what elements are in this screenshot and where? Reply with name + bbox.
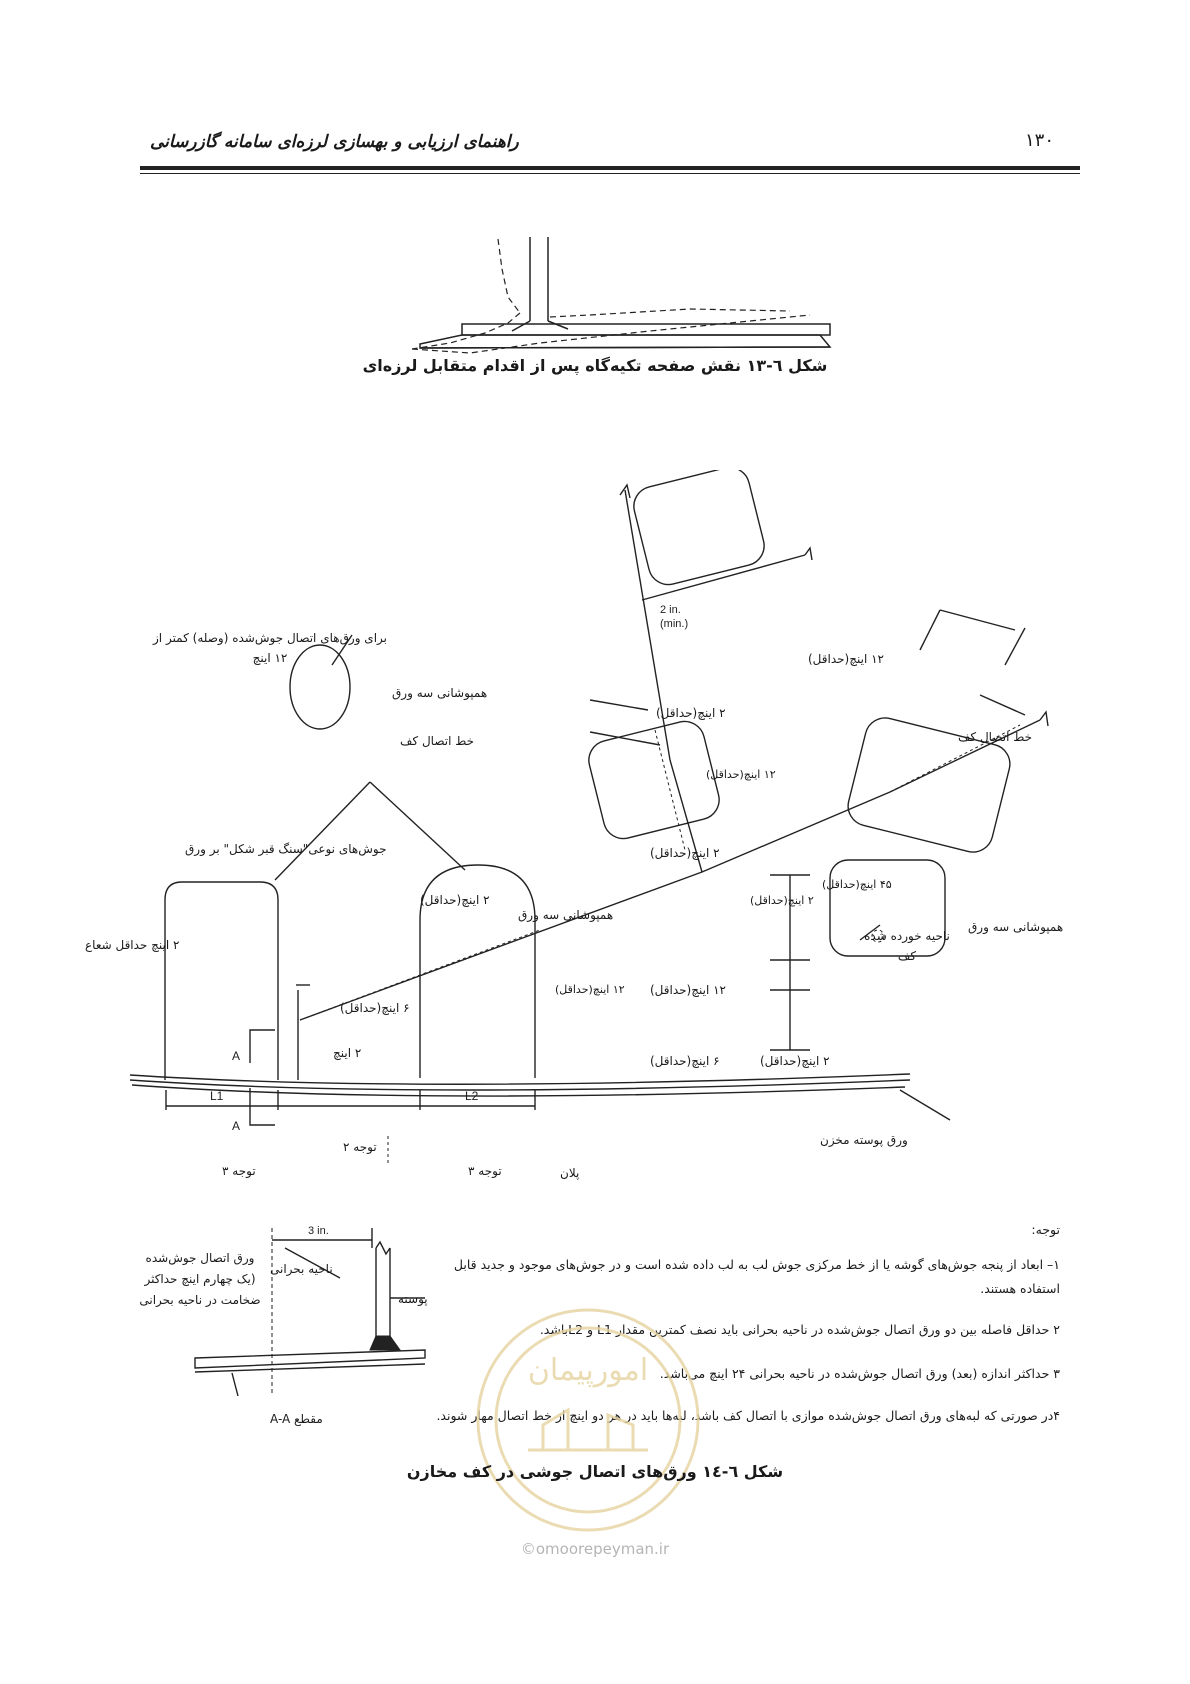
label-radius-2in: ۲ اینچ حداقل شعاع xyxy=(85,938,180,952)
label-shell: پوسته xyxy=(398,1292,428,1306)
tank-shell-plate xyxy=(130,1080,910,1090)
watermark-seal xyxy=(468,1300,708,1540)
label-2in-min-mid: ۲ اینچ(حداقل) xyxy=(650,846,720,860)
label-2in-min-upper: ۲ اینچ(حداقل) xyxy=(656,706,726,720)
label-6in-min-left: ۶ اینچ(حداقل) xyxy=(340,1001,410,1015)
label-12in-min-right: ۱۲ اینچ(حداقل) xyxy=(706,768,776,781)
label-12in-min-center: ۱۲ اینچ(حداقل) xyxy=(555,983,625,996)
dim-L2-label: L2 xyxy=(465,1089,479,1103)
label-12in-min-vertical: ۱۲ اینچ(حداقل) xyxy=(650,983,726,997)
notes-heading: توجه: xyxy=(1031,1222,1060,1237)
label-three-plate-lap-top: همپوشانی سه ورق xyxy=(392,686,488,700)
figure-13-drawing xyxy=(390,225,860,365)
watermark-site: ©omoorepeyman.ir xyxy=(520,1540,670,1558)
label-2inch: ۲ اینچ xyxy=(333,1046,362,1060)
label-6in-min-right: ۶ اینچ(حداقل) xyxy=(650,1054,720,1068)
copyright-icon: © xyxy=(520,1540,536,1558)
label-note3-b: توجه ۳ xyxy=(468,1164,502,1178)
label-tombstone-welds: جوش‌های نوعی"سنگ قبر شکل" بر ورق xyxy=(185,842,387,856)
figure-14-drawing xyxy=(120,470,1080,1190)
label-three-plate-lap-right: همپوشانی سه ورق xyxy=(968,920,1064,934)
label-2in-min-left: ۲ اینچ(حداقل) xyxy=(420,893,490,907)
label-floor-joint-line-right: خط اتصال کف xyxy=(958,730,1033,744)
label-corroded-area: ناحیه خورده شده کف xyxy=(864,929,950,963)
dim-L1-label: L1 xyxy=(210,1089,224,1103)
note-item-2: ۲ حداقل فاصله بین دو ورق اتصال جوش‌شده در ناحیه بحرانی باید نصف کمترین مقدار L1 و L2باشد. xyxy=(539,1322,1060,1337)
section-marker-A-bottom: A xyxy=(232,1119,241,1133)
label-2in-min-small: ۲ اینچ(حداقل) xyxy=(750,894,814,907)
label-2in-min-bottom: ۲ اینچ(حداقل) xyxy=(760,1054,830,1068)
figure-13-caption: شکل ٦-۱۳ نقش صفحه تکیه‌گاه پس از اقدام متقابل لرزه‌ای xyxy=(362,356,828,375)
floor-seam-diagonal xyxy=(300,720,1040,1020)
label-plan: پلان xyxy=(560,1166,580,1180)
tombstone-weld-left xyxy=(165,882,278,1080)
header-rule-thin xyxy=(140,173,1080,174)
label-three-plate-lap-mid: همپوشانی سه ورق xyxy=(518,908,614,922)
label-note2: توجه ۲ xyxy=(343,1140,377,1154)
label-lap-under-12: برای ورق‌های اتصال جوش‌شده (وصله) کمتر از ۱۲ اینچ xyxy=(153,631,387,665)
note-item-1: ۱– ابعاد از پنجه جوش‌های گوشه یا از خط مرکزی جوش لب به لب داده شده است و در جوش‌های موجود و جدید قابل استفاده هستند. xyxy=(453,1257,1060,1296)
dim-2in-label: 2 in. xyxy=(660,604,681,616)
label-welded-patch-section: ورق اتصال جوش‌شده (یک چهارم اینچ حداکثر ضخامت در ناحیه بحرانی xyxy=(139,1251,261,1307)
section-marker-A-top: A xyxy=(232,1049,241,1063)
watermark-seal-text: امورپیمان xyxy=(527,1353,649,1388)
label-note3-a: توجه ۳ xyxy=(222,1164,256,1178)
label-shell-plate: ورق پوسته مخزن xyxy=(820,1133,908,1147)
running-header-title: راهنمای ارزیابی و بهسازی لرزه‌ای سامانه گازرسانی xyxy=(150,132,519,152)
patch-middle xyxy=(585,717,724,843)
dim-3in-label: 3 in. xyxy=(308,1225,329,1237)
page-number: ۱۳۰ xyxy=(1025,130,1055,151)
label-critical-zone: ناحیه بحرانی xyxy=(270,1262,333,1276)
header-rule-thick xyxy=(140,166,1080,170)
dim-min-label: (min.) xyxy=(660,618,689,630)
label-floor-joint-line: خط اتصال کف xyxy=(400,734,475,748)
note-item-3: ۳ حداکثر اندازه (بعد) ورق اتصال جوش‌شده در ناحیه بحرانی ۲۴ اینچ می‌باشد. xyxy=(659,1366,1060,1381)
label-45in-min: ۴۵ اینچ(حداقل) xyxy=(822,878,892,891)
figure-14-caption: شکل ٦-۱٤ ورق‌های اتصال جوشی در کف مخازن xyxy=(406,1462,784,1481)
label-section-AA: مقطع A-A xyxy=(270,1412,323,1426)
label-12in-min-top: ۱۲ اینچ(حداقل) xyxy=(808,652,884,666)
floor-seam-vertical xyxy=(625,490,702,872)
note-item-4: ۴در صورتی که لبه‌های ورق اتصال جوش‌شده موازی با اتصال کف باشد، لبه‌ها باید در هر دو اینچ از خط اتصال مهار شوند. xyxy=(436,1408,1060,1423)
